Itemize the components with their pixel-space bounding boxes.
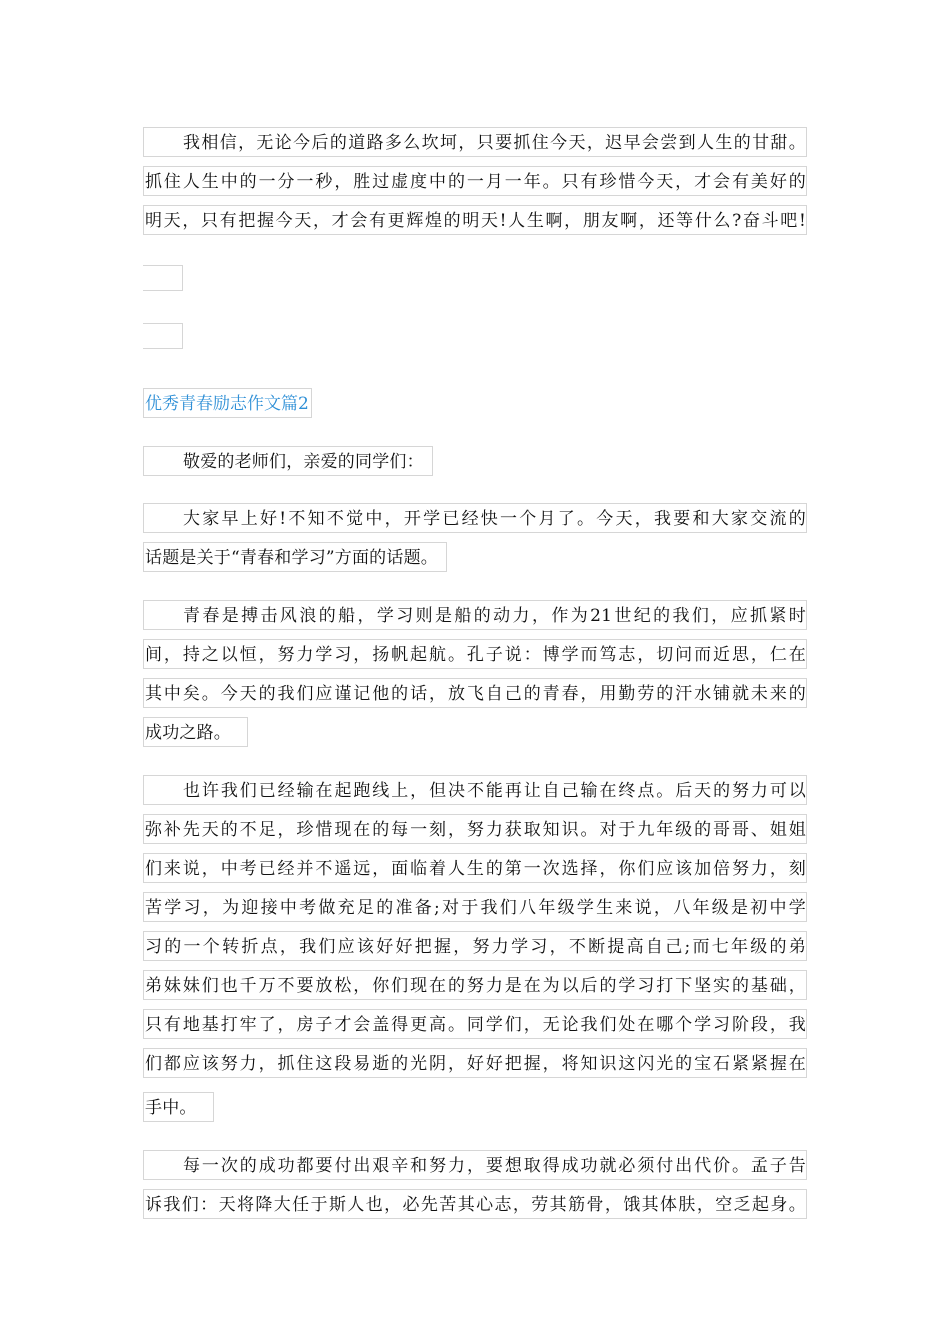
empty-paragraph [143, 323, 183, 349]
paragraph-line: 成功之路。 [143, 717, 248, 747]
paragraph-line: 我相信，无论今后的道路多么坎坷，只要抓住今天，迟早会尝到人生的甘甜。 [143, 127, 807, 157]
paragraph-line: 抓住人生中的一分一秒，胜过虚度中的一月一年。只有珍惜今天，才会有美好的 [143, 166, 807, 196]
paragraph-line: 敬爱的老师们，亲爱的同学们： [143, 446, 433, 476]
paragraph-line: 话题是关于“青春和学习”方面的话题。 [143, 542, 447, 572]
paragraph-line: 弟妹妹们也千万不要放松，你们现在的努力是在为以后的学习打下坚实的基础， [143, 970, 807, 1000]
paragraph-line: 弥补先天的不足，珍惜现在的每一刻，努力获取知识。对于九年级的哥哥、姐姐 [143, 814, 807, 844]
empty-paragraph [143, 265, 183, 291]
paragraph-line: 苦学习，为迎接中考做充足的准备;对于我们八年级学生来说，八年级是初中学 [143, 892, 807, 922]
paragraph-line: 诉我们：天将降大任于斯人也，必先苦其心志，劳其筋骨，饿其体肤，空乏起身。 [143, 1189, 807, 1219]
paragraph-line: 间，持之以恒，努力学习，扬帆起航。孔子说：博学而笃志，切问而近思，仁在 [143, 639, 807, 669]
paragraph-line: 也许我们已经输在起跑线上，但决不能再让自己输在终点。后天的努力可以 [143, 775, 807, 805]
paragraph-line: 们来说，中考已经并不遥远，面临着人生的第一次选择，你们应该加倍努力，刻 [143, 853, 807, 883]
section-heading: 优秀青春励志作文篇2 [143, 388, 312, 418]
paragraph-line: 习的一个转折点，我们应该好好把握，努力学习，不断提高自己;而七年级的弟 [143, 931, 807, 961]
paragraph-line: 们都应该努力，抓住这段易逝的光阴，好好把握，将知识这闪光的宝石紧紧握在 [143, 1048, 807, 1078]
paragraph-line: 其中矣。今天的我们应谨记他的话，放飞自己的青春，用勤劳的汗水铺就未来的 [143, 678, 807, 708]
paragraph-line: 手中。 [143, 1092, 214, 1122]
paragraph-line: 大家早上好!不知不觉中，开学已经快一个月了。今天，我要和大家交流的 [143, 503, 807, 533]
paragraph-line: 明天，只有把握今天，才会有更辉煌的明天!人生啊，朋友啊，还等什么?奋斗吧! [143, 205, 807, 235]
paragraph-line: 青春是搏击风浪的船，学习则是船的动力，作为21世纪的我们，应抓紧时 [143, 600, 807, 630]
paragraph-line: 每一次的成功都要付出艰辛和努力，要想取得成功就必须付出代价。孟子告 [143, 1150, 807, 1180]
paragraph-line: 只有地基打牢了，房子才会盖得更高。同学们，无论我们处在哪个学习阶段，我 [143, 1009, 807, 1039]
